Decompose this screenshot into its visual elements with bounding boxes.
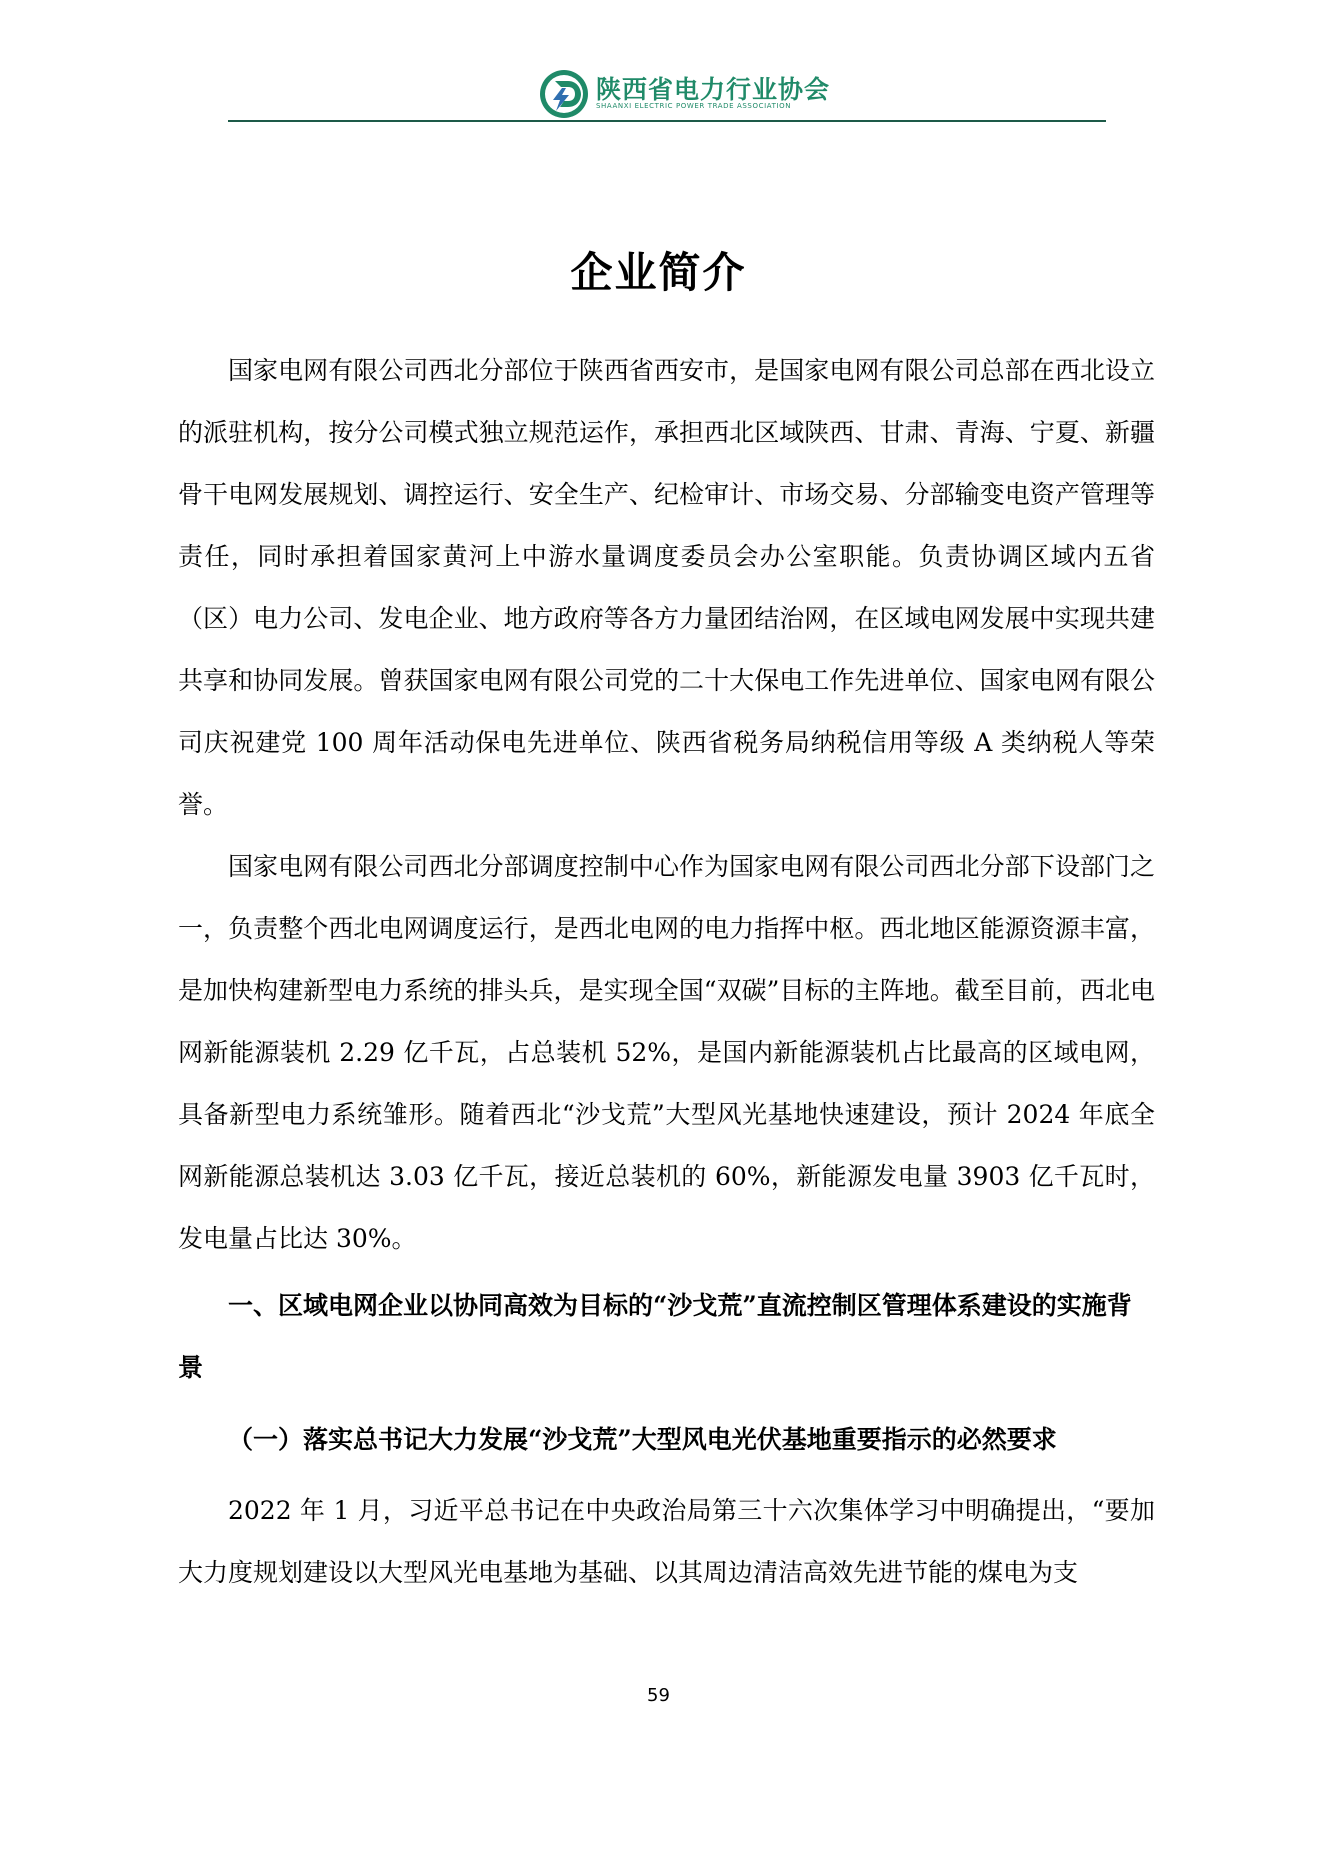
association-name: 陕西省电力行业协会 — [596, 75, 831, 104]
page-title: 企业简介 — [570, 248, 747, 297]
page-header — [228, 62, 1106, 120]
intro-paragraph-2: 国家电网有限公司西北分部调度控制中心作为国家电网有限公司西北分部下设部门之一，负责整个西北电网调度运行，是西北电网的电力指挥中枢。西北地区能源资源丰富，是加快构建新型电力系统的排头兵，是实现全国“双碳”目标的主阵地。截至目前，西北电网新能源装机 2.29 亿千瓦，占总装机 52%，是国内新能源装机占比最高的区域电网，具备新型电力系统雏形。随着西北“沙戈荒”大型风光基地快速建设，预计 2024 年底全网新能源总装机达 3.03 亿千瓦，接近总装机的 60%，新能源发电量 3903 亿千瓦时，发电量占比达 30%。 — [178, 852, 1155, 1253]
intro-paragraph-1: 国家电网有限公司西北分部位于陕西省西安市，是国家电网有限公司总部在西北设立的派驻机构，按分公司模式独立规范运作，承担西北区域陕西、甘肃、青海、宁夏、新疆骨干电网发展规划、调控运行、安全生产、纪检审计、市场交易、分部输变电资产管理等责任，同时承担着国家黄河上中游水量调度委员会办公室职能。负责协调区域内五省（区）电力公司、发电企业、地方政府等各方力量团结治网，在区域电网发展中实现共建共享和协同发展。曾获国家电网有限公司党的二十大保电工作先进单位、国家电网有限公司庆祝建党 100 周年活动保电先进单位、陕西省税务局纳税信用等级 A 类纳税人等荣誉。 — [178, 356, 1155, 819]
subsection-heading: （一）落实总书记大力发展“沙戈荒”大型风电光伏基地重要指示的必然要求 — [228, 1425, 1057, 1454]
section-heading: 一、区域电网企业以协同高效为目标的“沙戈荒”直流控制区管理体系建设的实施背景 — [178, 1291, 1132, 1382]
page-number: 59 — [647, 1685, 670, 1706]
association-name-english: SHAANXI ELECTRIC POWER TRADE ASSOCIATION — [596, 102, 792, 110]
header-divider — [228, 120, 1106, 122]
association-logo-icon — [538, 68, 590, 120]
body-paragraph-3: 2022 年 1 月，习近平总书记在中央政治局第三十六次集体学习中明确提出，“要加大力度规划建设以大型风光电基地为基础、以其周边清洁高效先进节能的煤电为支 — [178, 1496, 1155, 1587]
